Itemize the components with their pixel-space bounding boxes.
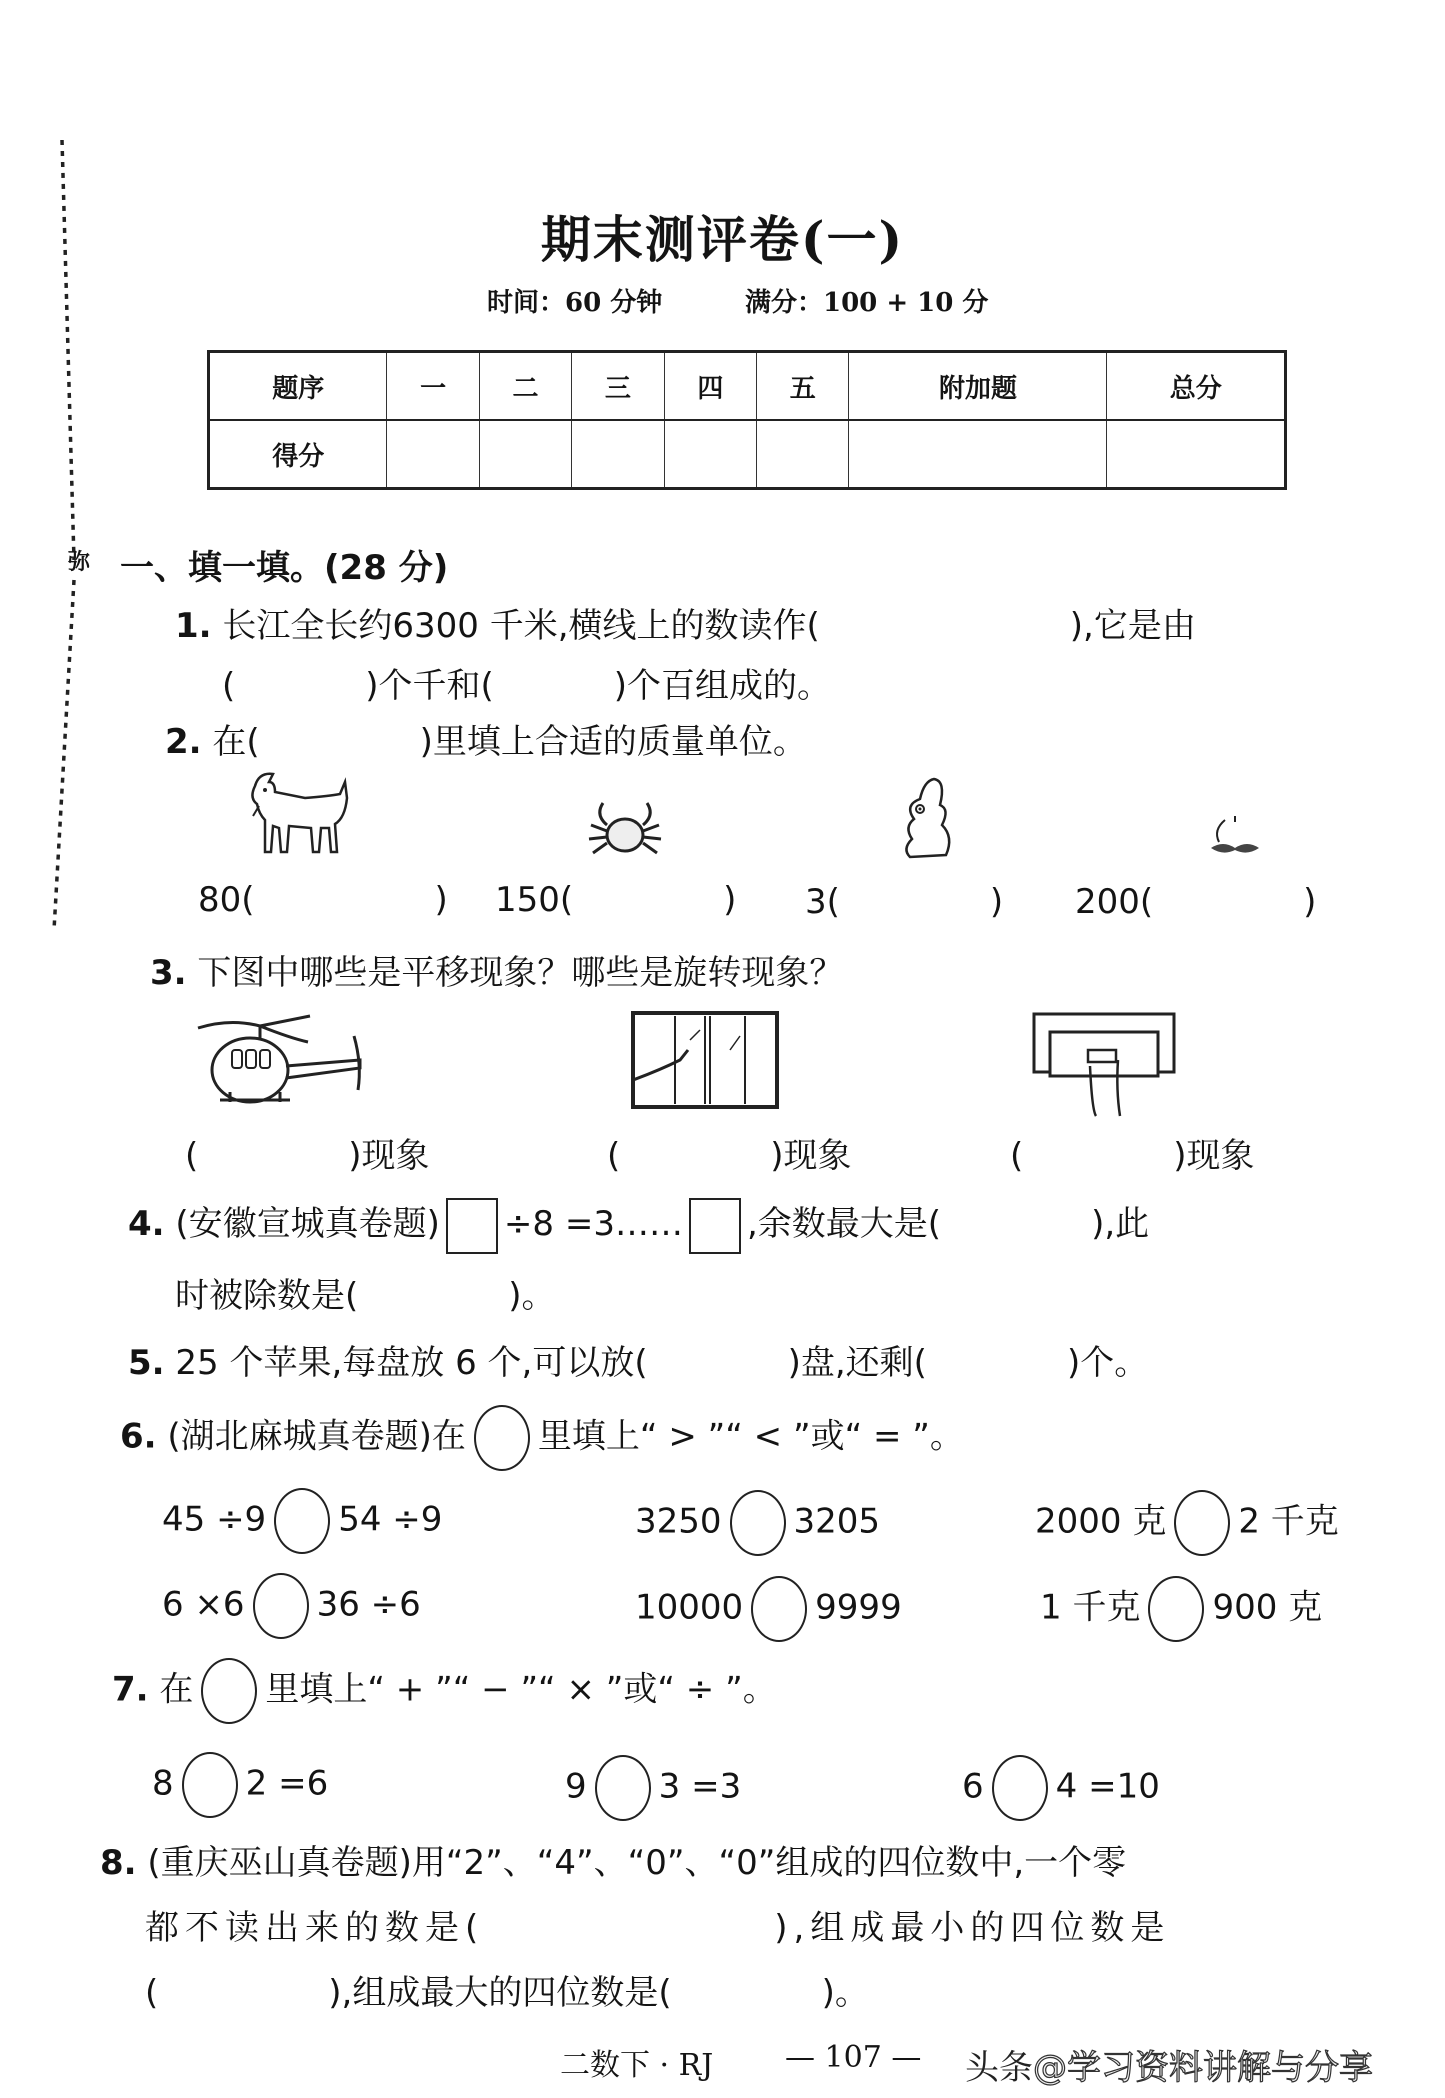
equation-text: ÷8 =3…… bbox=[503, 1204, 683, 1244]
compare-left: 3250 bbox=[635, 1501, 722, 1542]
question-source: (湖北麻城真卷题) bbox=[167, 1416, 432, 1457]
compare-right: 2 千克 bbox=[1238, 1501, 1339, 1542]
question-8-line-1 bbox=[100, 1835, 1126, 1884]
operand-right: 3 =3 bbox=[658, 1766, 742, 1807]
question-number: 7. bbox=[112, 1669, 149, 1710]
question-text: 25 个苹果,每盘放 6 个,可以放( bbox=[175, 1343, 648, 1383]
question-text: ( bbox=[222, 666, 236, 706]
score-cell[interactable] bbox=[1107, 420, 1286, 489]
question-text: 用“2”、“4”、“0”、“0”组成的四位数中,一个零 bbox=[411, 1843, 1127, 1883]
paren-open: ( bbox=[607, 1136, 621, 1176]
operand-right: 4 =10 bbox=[1055, 1766, 1160, 1807]
question-3-answer-window bbox=[607, 1128, 852, 1177]
score-table-header-row bbox=[209, 352, 1286, 421]
question-number: 3. bbox=[150, 953, 187, 993]
score-table-header-cell: 三 bbox=[572, 352, 664, 421]
operand-left: 6 bbox=[962, 1766, 984, 1807]
question-3-prompt bbox=[150, 945, 843, 994]
operand-right: 2 =6 bbox=[245, 1763, 329, 1804]
watermark-handle: @学习资料讲解与分享 bbox=[1033, 2048, 1373, 2088]
question-8-line-2 bbox=[145, 1900, 1170, 1949]
score-table bbox=[207, 350, 1287, 490]
operand-left: 9 bbox=[565, 1766, 587, 1807]
score-table-header-cell: 题序 bbox=[209, 352, 387, 421]
score-table-header-cell: 一 bbox=[387, 352, 479, 421]
question-text: ),组成最大的四位数是( bbox=[328, 1973, 672, 2013]
compare-item bbox=[1035, 1490, 1339, 1556]
compare-item bbox=[162, 1488, 442, 1554]
question-4-line-2 bbox=[175, 1268, 556, 1317]
question-number: 5. bbox=[128, 1343, 165, 1383]
score-cell[interactable] bbox=[479, 420, 571, 489]
score-table-header-cell: 二 bbox=[479, 352, 571, 421]
sample-circle bbox=[201, 1658, 257, 1724]
paren-close: ) bbox=[723, 880, 737, 920]
question-2-item-crab bbox=[495, 880, 736, 920]
compare-circle[interactable] bbox=[1174, 1490, 1230, 1556]
question-text: ),组成最小的四位数是 bbox=[774, 1908, 1171, 1948]
question-text: 里填上“ > ”“ < ”或“ = ”。 bbox=[537, 1416, 964, 1457]
question-number: 1. bbox=[175, 606, 212, 646]
score-cell[interactable] bbox=[664, 420, 756, 489]
answer-suffix: )现象 bbox=[770, 1136, 852, 1176]
compare-circle[interactable] bbox=[274, 1488, 330, 1554]
question-2-item-goat bbox=[198, 880, 448, 920]
operand-left: 8 bbox=[152, 1763, 174, 1804]
operator-item bbox=[152, 1752, 328, 1818]
compare-left: 2000 克 bbox=[1035, 1501, 1167, 1542]
sliding-window-icon bbox=[630, 1010, 780, 1110]
full-score: 满分：100 + 10 分 bbox=[745, 288, 989, 318]
compare-right: 3205 bbox=[793, 1501, 881, 1542]
sample-circle bbox=[474, 1405, 530, 1471]
question-2-prompt bbox=[165, 714, 807, 763]
question-text: ,余数最大是( bbox=[746, 1204, 942, 1244]
question-source: (重庆巫山真卷题) bbox=[147, 1843, 412, 1883]
paren-close: ) bbox=[989, 882, 1004, 922]
paren-open: ( bbox=[185, 1136, 199, 1176]
question-number: 2. bbox=[165, 722, 202, 762]
score-cell[interactable] bbox=[572, 420, 664, 489]
question-6-prompt bbox=[120, 1405, 964, 1471]
compare-item bbox=[635, 1490, 880, 1556]
score-table-header-cell: 附加题 bbox=[849, 352, 1107, 421]
compare-circle[interactable] bbox=[730, 1490, 786, 1556]
question-2-item-peach bbox=[1075, 882, 1316, 922]
compare-right: 900 克 bbox=[1212, 1587, 1323, 1628]
time-limit: 时间：60 分钟 bbox=[487, 288, 663, 318]
watermark-prefix: 头条 bbox=[965, 2048, 1033, 2088]
binding-mark: 弥 bbox=[68, 549, 91, 575]
mass-value: 80( bbox=[198, 880, 255, 920]
score-cell[interactable] bbox=[849, 420, 1107, 489]
drawer-icon bbox=[1030, 1010, 1180, 1120]
compare-circle[interactable] bbox=[751, 1576, 807, 1642]
compare-right: 54 ÷9 bbox=[338, 1499, 443, 1540]
question-source: (安徽宣城真卷题) bbox=[175, 1204, 440, 1244]
mass-value: 150( bbox=[495, 880, 574, 920]
score-table-header-cell: 五 bbox=[757, 352, 849, 421]
question-text: )个千和( bbox=[365, 666, 494, 706]
helicopter-icon bbox=[190, 1008, 390, 1113]
rabbit-icon bbox=[890, 775, 960, 865]
crab-icon bbox=[585, 795, 665, 865]
section-heading: 一、填一填。(28 分) bbox=[120, 548, 449, 588]
score-table-header-cell: 总分 bbox=[1107, 352, 1286, 421]
compare-right: 9999 bbox=[815, 1587, 902, 1628]
mass-value: 3( bbox=[805, 882, 840, 922]
answer-suffix: )现象 bbox=[348, 1136, 430, 1176]
compare-left: 10000 bbox=[635, 1587, 744, 1628]
compare-circle[interactable] bbox=[253, 1573, 309, 1639]
operator-circle[interactable] bbox=[182, 1752, 238, 1818]
question-text: 时被除数是( bbox=[175, 1276, 359, 1316]
question-text: )。 bbox=[821, 1973, 869, 2013]
dividend-box[interactable] bbox=[446, 1198, 498, 1254]
question-8-line-3 bbox=[145, 1965, 869, 2014]
page-title: 期末测评卷(一) bbox=[540, 210, 905, 269]
mass-value: 200( bbox=[1075, 882, 1154, 922]
question-text: 在 bbox=[159, 1669, 194, 1710]
compare-circle[interactable] bbox=[1148, 1576, 1204, 1642]
score-cell[interactable] bbox=[387, 420, 479, 489]
question-text: 里填上“ + ”“ − ”“ × ”或“ ÷ ”。 bbox=[265, 1669, 777, 1710]
question-text: 在( bbox=[212, 722, 260, 762]
peach-icon bbox=[1205, 810, 1265, 860]
compare-item bbox=[635, 1576, 902, 1642]
compare-left: 6 ×6 bbox=[162, 1584, 245, 1625]
question-5 bbox=[128, 1335, 1148, 1384]
operator-item bbox=[962, 1755, 1160, 1821]
question-text: ),它是由 bbox=[1069, 606, 1196, 646]
answer-suffix: )现象 bbox=[1173, 1136, 1255, 1176]
question-4-line-1 bbox=[128, 1196, 1149, 1254]
compare-item bbox=[162, 1573, 421, 1639]
question-7-prompt bbox=[112, 1658, 777, 1724]
compare-left: 45 ÷9 bbox=[162, 1499, 267, 1540]
score-cell[interactable] bbox=[757, 420, 849, 489]
score-table-header-cell: 四 bbox=[664, 352, 756, 421]
question-text: ),此 bbox=[1091, 1204, 1150, 1244]
question-3-answer-helicopter bbox=[185, 1128, 430, 1177]
paren-close: ) bbox=[434, 880, 448, 920]
goat-icon bbox=[245, 768, 355, 858]
compare-left: 1 千克 bbox=[1040, 1587, 1141, 1628]
page-number: — 107 — bbox=[785, 2040, 922, 2075]
question-number: 6. bbox=[120, 1416, 157, 1457]
question-3-answer-drawer bbox=[1010, 1128, 1255, 1177]
compare-right: 36 ÷6 bbox=[316, 1584, 421, 1625]
question-number: 8. bbox=[100, 1843, 137, 1883]
compare-item bbox=[1040, 1576, 1322, 1642]
question-text: )盘,还剩( bbox=[787, 1343, 927, 1383]
book-label: 二数下 · RJ bbox=[560, 2048, 714, 2083]
score-table-score-row bbox=[209, 420, 1286, 489]
operator-circle[interactable] bbox=[595, 1755, 651, 1821]
question-number: 4. bbox=[128, 1204, 165, 1244]
paren-close: ) bbox=[1303, 882, 1317, 922]
question-text: ( bbox=[145, 1973, 159, 2013]
question-1-line-2 bbox=[222, 658, 831, 707]
watermark bbox=[965, 2040, 1373, 2089]
question-2-item-rabbit bbox=[805, 882, 1003, 922]
operator-item bbox=[565, 1755, 741, 1821]
question-text: )个百组成的。 bbox=[613, 666, 832, 706]
question-text: )。 bbox=[508, 1276, 556, 1316]
question-1-line-1 bbox=[175, 598, 1196, 647]
score-row-label: 得分 bbox=[209, 420, 387, 489]
remainder-box[interactable] bbox=[689, 1198, 741, 1254]
question-text: 都不读出来的数是( bbox=[145, 1908, 485, 1948]
question-text: 在 bbox=[431, 1416, 466, 1457]
question-text: )个。 bbox=[1066, 1343, 1149, 1383]
paren-open: ( bbox=[1010, 1136, 1024, 1176]
question-text: )里填上合适的质量单位。 bbox=[419, 722, 807, 762]
operator-circle[interactable] bbox=[992, 1755, 1048, 1821]
question-text: 下图中哪些是平移现象？哪些是旋转现象？ bbox=[197, 953, 844, 993]
question-text: 长江全长约6300 千米,横线上的数读作( bbox=[222, 606, 820, 646]
